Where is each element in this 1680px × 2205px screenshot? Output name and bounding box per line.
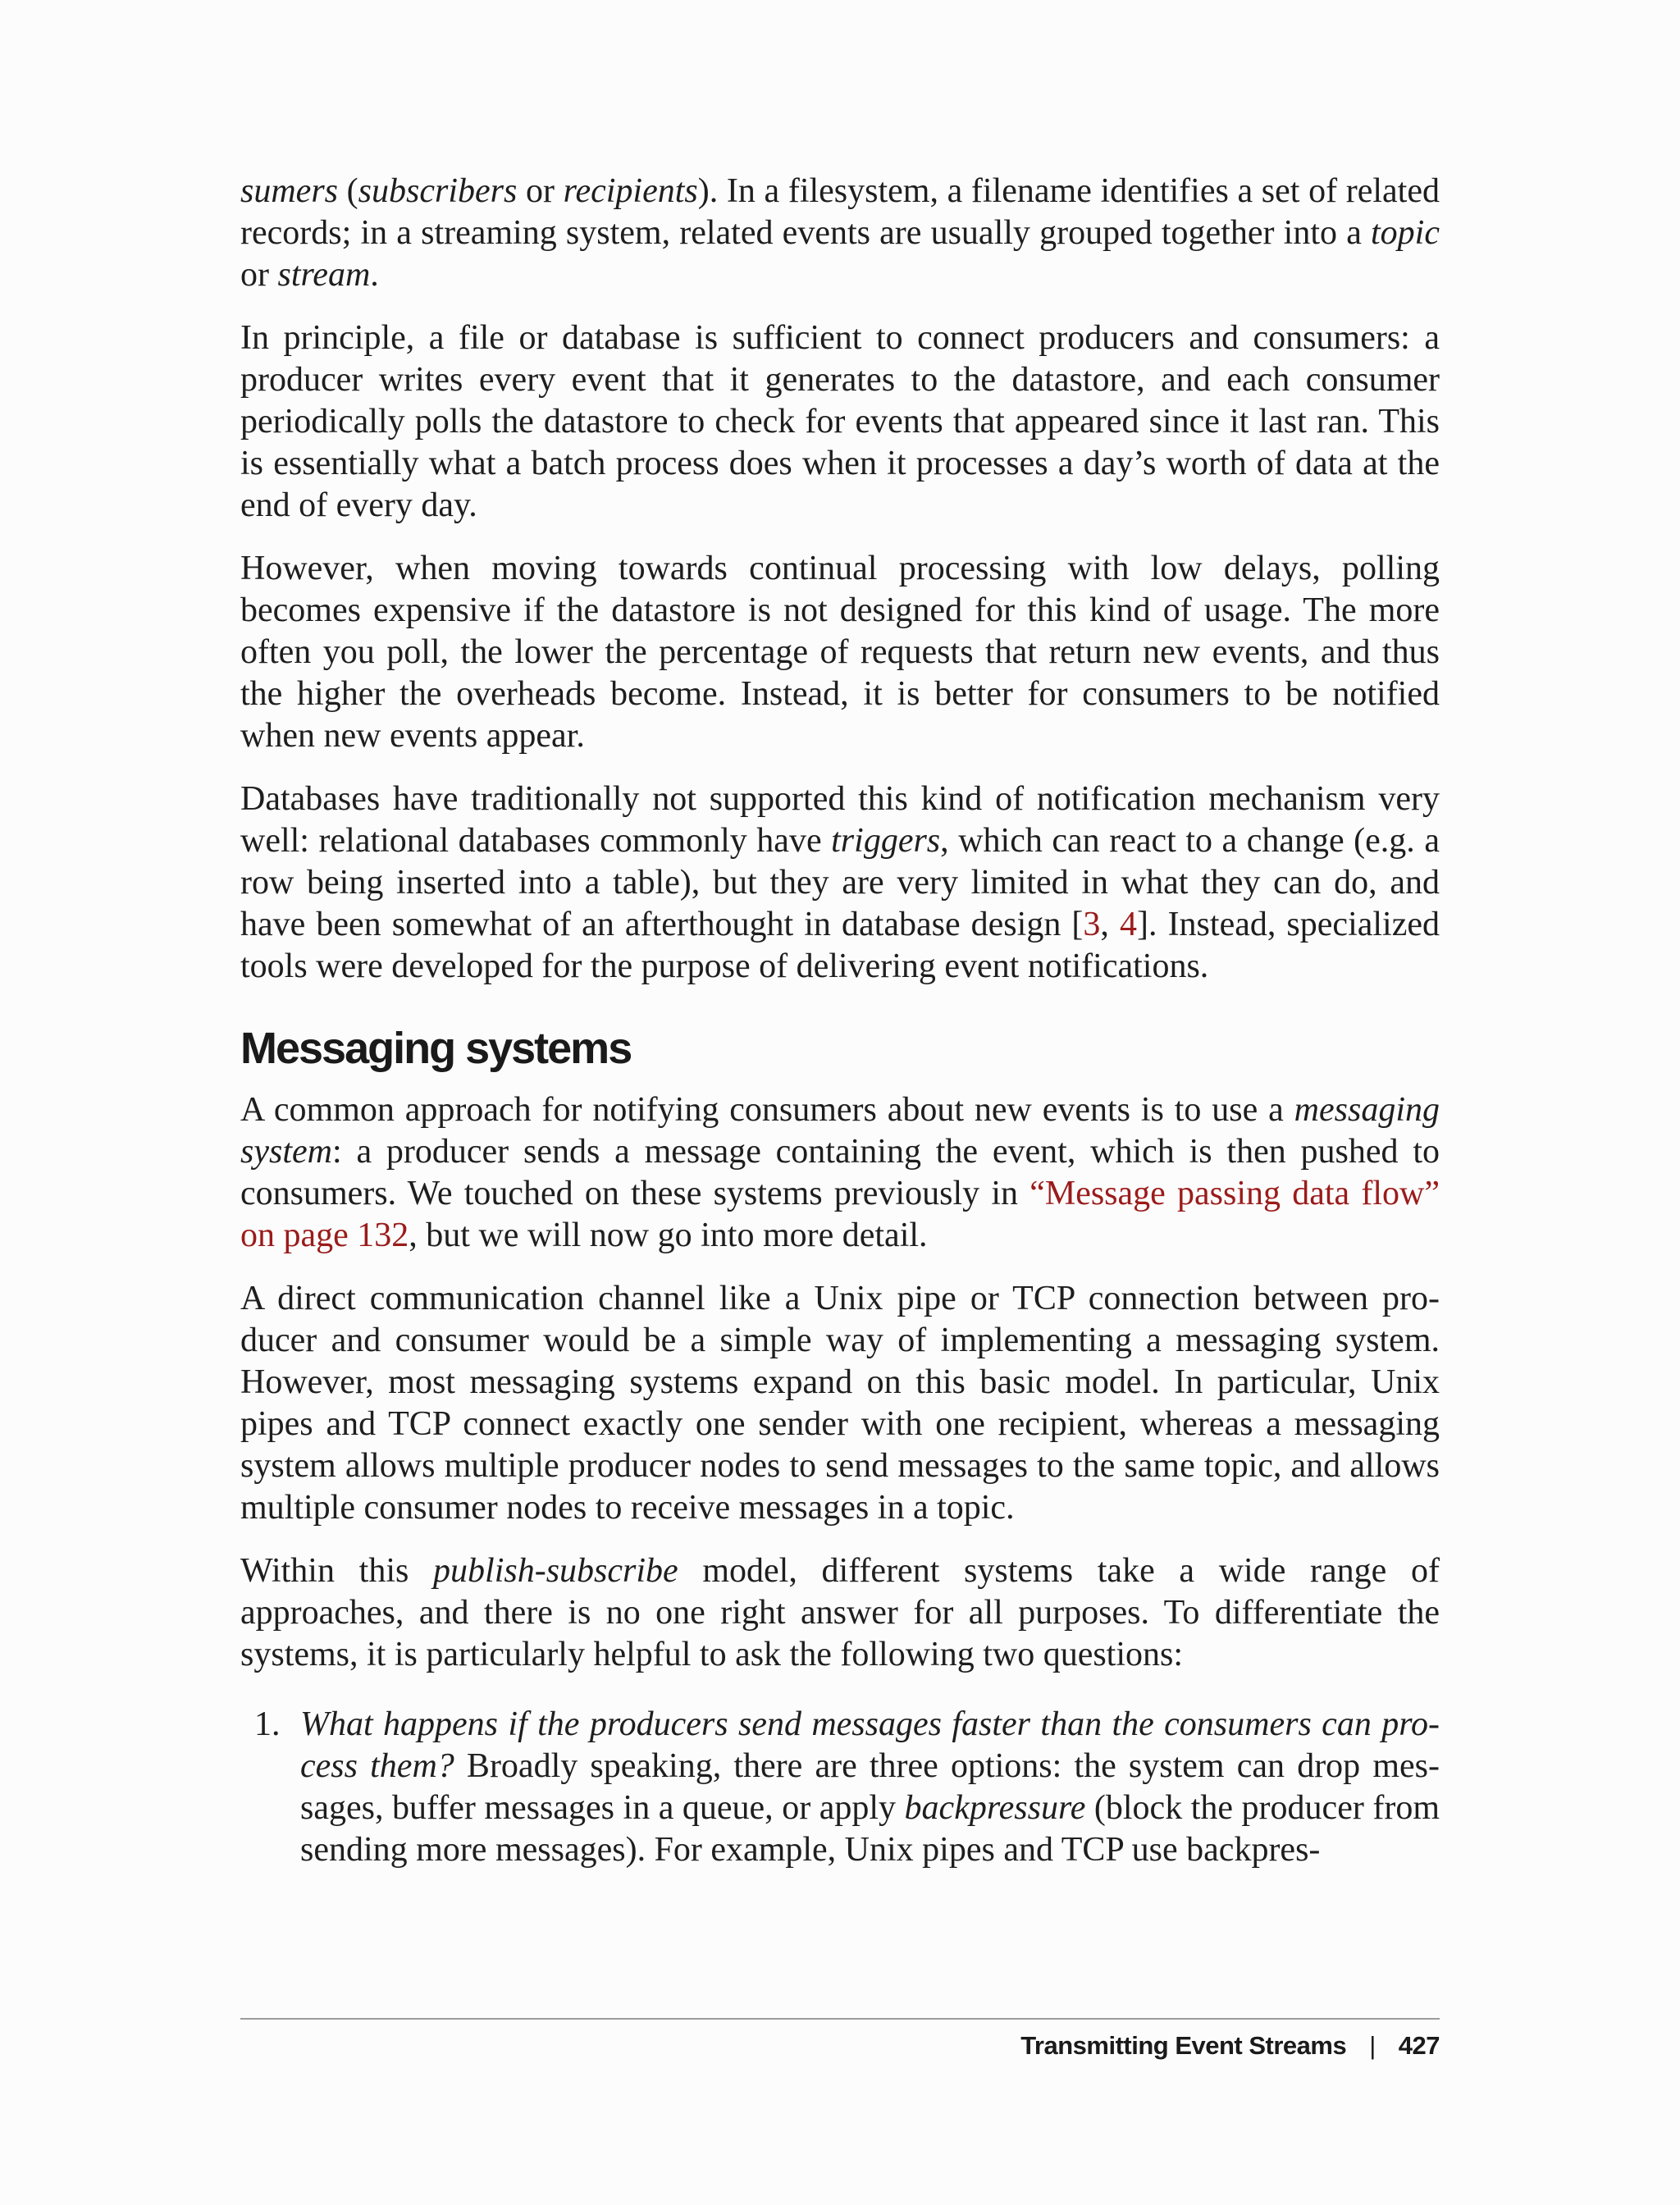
paragraph-polling-expensive: However, when moving towards continual processing with low delays, polling becomes expensive if the datastore is not designed for this kind of usage. The more often you poll, the lower the percentage of requests that return new events, and thus the higher the overheads become. Instead, it is better for consumers to be notified when new events appear. — [240, 550, 1440, 755]
term-recipients: recipients — [563, 172, 698, 210]
paragraph-consumers-topics — [240, 171, 1440, 296]
text-run: : a producer sends a message containing the event, which is then pushed to consumers. We touched on these systems previously in — [240, 1133, 1440, 1212]
text-run: Within this — [240, 1552, 434, 1590]
list-item-number: 1. — [254, 1705, 281, 1743]
paragraph-database-triggers — [240, 778, 1440, 988]
questions-list — [240, 1704, 1440, 1871]
text-run: Databases have traditionally not supported this kind of notification mechanism very well: relational databases commonly have — [240, 780, 1440, 860]
term-messaging-system: messaging system — [240, 1091, 1440, 1171]
term-sumers: sumers — [240, 172, 339, 210]
footer-divider — [240, 2018, 1440, 2020]
text-run: or — [240, 256, 278, 294]
page-number: 427 — [1398, 2031, 1440, 2060]
text-run: , but we will now go into more detail. — [409, 1217, 928, 1254]
running-footer — [1020, 2029, 1440, 2062]
paragraph-polling-principle: In principle, a file or database is sufficient to connect producers and consumers: a producer writes every event that it generates to the datastore, and each consumer periodically polls the datastore to check for events that appeared since it last ran. This is essentially what a batch process does when it processes a day’s worth of data at the end of every day. — [240, 319, 1440, 524]
text-run: (block the producer from sending more messages). For example, Unix pipes and TCP use backpres- — [300, 1789, 1440, 1869]
footer-section-title: Transmitting Event Streams — [1020, 2031, 1347, 2060]
text-run: Broadly speaking, there are three options: the system can drop messages, buffer messages in a queue, or apply — [300, 1747, 1440, 1827]
text-run: model, different systems take a wide range of approaches, and there is no one right answer for all purposes. To differentiate the systems, it is particularly helpful to ask the following two questions: — [240, 1552, 1440, 1673]
citation-link-3[interactable]: 3 — [1083, 906, 1101, 943]
text-run: , which can react to a change (e.g. a row being inserted into a table), but they are very limited in what they can do, and have been somewhat of an afterthought in database design [ — [240, 822, 1440, 943]
list-item — [240, 1704, 1440, 1871]
citation-link-4[interactable]: 4 — [1120, 906, 1137, 943]
question-text: What happens if the producers send messages faster than the consumers can process them? — [300, 1705, 1440, 1785]
term-subscribers: subscribers — [358, 172, 518, 210]
term-topic: topic — [1371, 214, 1440, 252]
footer-separator: | — [1369, 2031, 1376, 2060]
page-body — [240, 171, 1440, 1871]
paragraph-messaging-intro — [240, 1089, 1440, 1257]
text-run: ]. Instead, specialized tools were developed for the purpose of delivering event notifications. — [240, 906, 1440, 985]
text-run: , — [1100, 906, 1120, 943]
text-run: . — [370, 256, 379, 294]
text-run: ( — [338, 172, 358, 210]
term-publish-subscribe: publish-subscribe — [433, 1552, 678, 1590]
cross-reference-link[interactable]: “Message passing data flow” on page 132 — [240, 1175, 1440, 1254]
paragraph-direct-channel: A direct communication channel like a Unix pipe or TCP connection between producer and consumer would be a simple way of implementing a messaging system. However, most messaging systems expand on this basic model. In particular, Unix pipes and TCP connect exactly one sender with one recipient, whereas a messaging system allows multiple producer nodes to send messages to the same topic, and allows multiple consumer nodes to receive messages in a topic. — [240, 1280, 1440, 1527]
text-run: ). In a filesystem, a filename identifies a set of related records; in a streaming system, related events are usually grouped together into a — [240, 172, 1440, 252]
paragraph-publish-subscribe — [240, 1550, 1440, 1676]
term-triggers: triggers — [831, 822, 941, 860]
term-backpressure: backpressure — [904, 1789, 1086, 1827]
text-run: A common approach for notifying consumers about new events is to use a — [240, 1091, 1294, 1129]
term-stream: stream — [277, 256, 371, 294]
section-heading: Messaging systems — [240, 1024, 632, 1073]
text-run: or — [517, 172, 564, 210]
